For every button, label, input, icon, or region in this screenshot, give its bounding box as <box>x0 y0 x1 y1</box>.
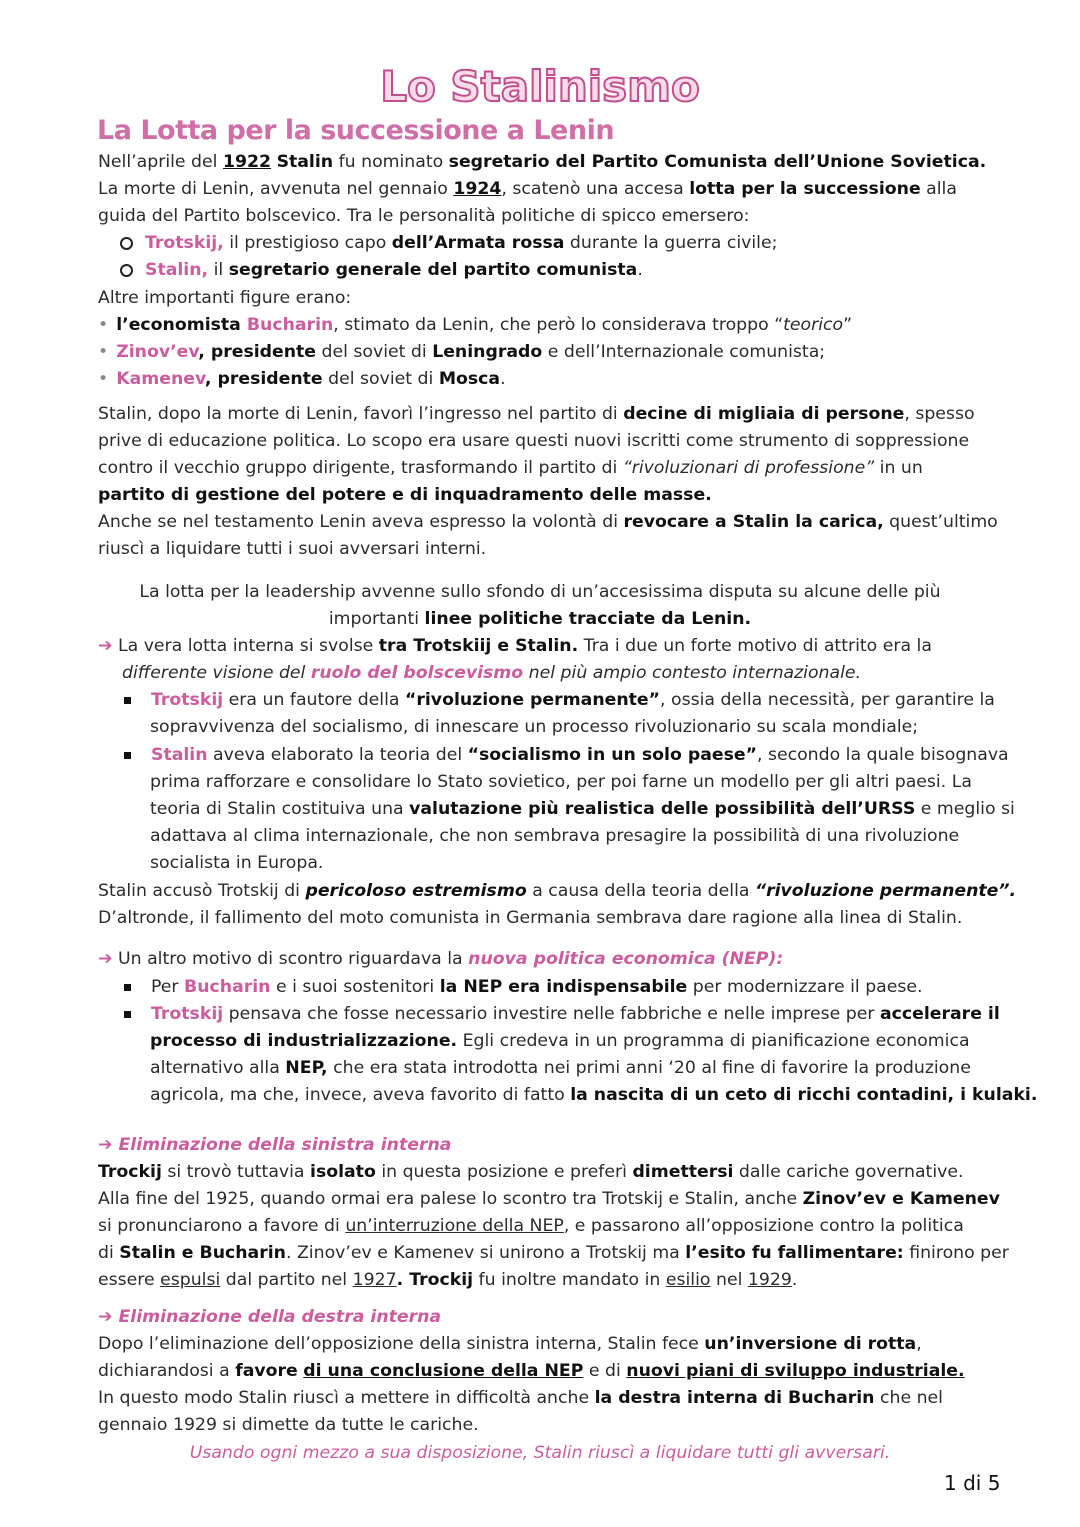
text: , ossia della necessità, per garantire la <box>660 690 995 710</box>
text: , spesso <box>904 404 975 424</box>
text-line: adattava al clima internazionale, che non sembrava presagire la possibilità di una rivoluzione <box>150 826 960 846</box>
list-item <box>120 260 643 280</box>
text: , presidente <box>198 342 317 362</box>
text: Zinov’ev e Kamenev <box>802 1189 1000 1209</box>
text: ” <box>843 315 853 335</box>
text: dell’Armata rossa <box>391 233 565 253</box>
text-line <box>98 179 957 199</box>
text: Kamenev <box>116 369 205 389</box>
text: . Zinov’ev e Kamenev si unirono a Trotskij ma <box>285 1243 686 1263</box>
text: La morte di Lenin, avvenuta nel gennaio <box>98 179 454 199</box>
text-line <box>150 1085 1037 1105</box>
text: dal partito nel <box>220 1270 353 1290</box>
text: , secondo la quale bisognava <box>756 745 1009 765</box>
text: differente visione del <box>122 663 311 683</box>
text: . <box>637 260 643 280</box>
text-line: Altre importanti figure erano: <box>98 288 352 308</box>
text: Tra i due un forte motivo di attrito era la <box>578 636 932 656</box>
text: In questo modo Stalin riuscì a mettere in difficoltà anche <box>98 1388 595 1408</box>
text: dimettersi <box>632 1162 734 1182</box>
text: si pronunciarono a favore di <box>98 1216 346 1236</box>
text: e di <box>583 1361 627 1381</box>
text: in questa posizione e preferì <box>375 1162 633 1182</box>
text: essere <box>98 1270 161 1290</box>
text: nel <box>710 1270 748 1290</box>
text-line <box>98 404 975 424</box>
text: di una conclusione della NEP <box>303 1361 584 1381</box>
text: Trockij <box>409 1270 474 1290</box>
square-bullet-icon <box>124 697 131 704</box>
text: e i suoi sostenitori <box>270 977 440 997</box>
text-line: riuscì a liquidare tutti i suoi avversari interni. <box>98 539 487 559</box>
year: 1922 <box>222 152 272 172</box>
text: Un altro motivo di scontro riguardava la <box>112 949 469 969</box>
text: del soviet di <box>322 369 439 389</box>
text: in un <box>874 458 923 478</box>
text-line: D’altronde, il fallimento del moto comunista in Germania sembrava dare ragione alla linea di Stalin. <box>98 908 963 928</box>
text-line <box>98 458 923 478</box>
list-item <box>98 342 825 362</box>
text: importanti <box>328 609 425 629</box>
text: La vera lotta interna si svolse <box>112 636 379 656</box>
text: nel più ampio contesto internazionale. <box>523 663 862 683</box>
text: . <box>396 1270 410 1290</box>
text: decine di migliaia di persone <box>623 404 905 424</box>
closing-line: Usando ogni mezzo a sua disposizione, Stalin riuscì a liquidare tutti gli avversari. <box>189 1443 891 1463</box>
list-item <box>124 745 1009 765</box>
text: teoria di Stalin costituiva una <box>150 799 410 819</box>
text-line: prive di educazione politica. Lo scopo era usare questi nuovi iscritti come strumento di soppressione <box>98 431 970 451</box>
text: di <box>98 1243 120 1263</box>
arrow-right-icon: ➔ <box>98 636 113 656</box>
text: revocare a Stalin la carica, <box>623 512 884 532</box>
text-line <box>98 1216 964 1236</box>
text: e dell’Internazionale comunista; <box>542 342 826 362</box>
text: ruolo del bolscevismo <box>310 663 524 683</box>
list-item <box>124 977 923 997</box>
text: , <box>916 1334 922 1354</box>
text: isolato <box>310 1162 376 1182</box>
text: del soviet di <box>316 342 433 362</box>
text: teorico <box>783 315 844 335</box>
text: valutazione più realistica delle possibilità dell’URSS <box>409 799 916 819</box>
text: per modernizzare il paese. <box>687 977 923 997</box>
text: espulsi <box>160 1270 221 1290</box>
text: segretario generale del partito comunista <box>228 260 638 280</box>
text: quest’ultimo <box>883 512 998 532</box>
text-line <box>98 1334 922 1354</box>
text-line: socialista in Europa. <box>150 853 324 873</box>
square-bullet-icon <box>124 1011 131 1018</box>
text: finirono per <box>903 1243 1009 1263</box>
text: l’esito fu fallimentare: <box>685 1243 904 1263</box>
text-line <box>150 799 1015 819</box>
text-line <box>98 1162 963 1182</box>
text: , e passarono all’opposizione contro la politica <box>563 1216 964 1236</box>
dot-bullet-icon: • <box>98 342 109 362</box>
text: Anche se nel testamento Lenin aveva espresso la volontà di <box>98 512 624 532</box>
text: l’economista <box>116 315 247 335</box>
text: Leningrado <box>432 342 543 362</box>
text: Trockij <box>98 1162 162 1182</box>
square-bullet-icon <box>124 752 131 759</box>
text-line <box>98 949 783 969</box>
text: Per <box>151 977 185 997</box>
list-item <box>98 315 852 335</box>
text: Dopo l’eliminazione dell’opposizione della sinistra interna, Stalin fece <box>98 1334 705 1354</box>
text: Mosca <box>438 369 501 389</box>
text-line: partito di gestione del potere e di inquadramento delle masse. <box>98 485 712 505</box>
text-line <box>98 1388 943 1408</box>
text: Trotskij <box>151 690 224 710</box>
text: Nell’aprile del <box>98 152 223 172</box>
text: pensava che fosse necessario investire nelle fabbriche e nelle imprese per <box>223 1004 880 1024</box>
text: contro il vecchio gruppo dirigente, trasformando il partito di <box>98 458 623 478</box>
text-line <box>98 1361 965 1381</box>
text-line <box>98 1189 1000 1209</box>
text: “rivoluzione permanente” <box>405 690 661 710</box>
text-line <box>98 636 932 656</box>
section-heading: La Lotta per la successione a Lenin <box>97 115 615 146</box>
text: “socialismo in un solo paese” <box>467 745 757 765</box>
text: favore <box>235 1361 298 1381</box>
text: che nel <box>874 1388 943 1408</box>
text: Zinov’ev <box>116 342 199 362</box>
text: 1927 <box>352 1270 397 1290</box>
text: dichiarandosi a <box>98 1361 236 1381</box>
text-line: sopravvivenza del socialismo, di innescare un processo rivoluzionario su scala mondiale; <box>150 717 919 737</box>
text: processo di industrializzazione. <box>150 1031 458 1051</box>
text-line: guida del Partito bolscevico. Tra le personalità politiche di spicco emersero: <box>98 206 750 226</box>
subsection-heading: ➔ Eliminazione della destra interna <box>98 1307 442 1327</box>
square-bullet-icon <box>124 984 131 991</box>
text: linee politiche tracciate da Lenin. <box>424 609 752 629</box>
circle-bullet-icon <box>120 237 133 250</box>
text: . <box>500 369 506 389</box>
text-line <box>150 1058 971 1078</box>
text: Stalin <box>151 745 208 765</box>
text-line <box>98 152 986 172</box>
text: il <box>208 260 229 280</box>
circle-bullet-icon <box>120 264 133 277</box>
text: nuovi piani di sviluppo industriale. <box>626 1361 965 1381</box>
text: 1929 <box>747 1270 792 1290</box>
text-line <box>150 1031 970 1051</box>
page-number: 1 di 5 <box>944 1471 1001 1495</box>
text-line <box>98 1243 1009 1263</box>
text-line <box>98 512 998 532</box>
text-line: prima rafforzare e consolidare lo Stato sovietico, per poi farne un modello per gli altri paesi. La <box>150 772 972 792</box>
text: lotta per la successione <box>689 179 921 199</box>
text: (NEP): <box>715 949 784 969</box>
text: “rivoluzione permanente”. <box>754 881 1017 901</box>
text: nuova politica economica <box>468 949 716 969</box>
text: NEP, <box>285 1058 328 1078</box>
text-line: gennaio 1929 si dimette da tutte le cariche. <box>98 1415 479 1435</box>
text: Egli credeva in un programma di pianificazione economica <box>457 1031 970 1051</box>
text: , presidente <box>204 369 323 389</box>
text: che era stata introdotta nei primi anni ‘20 al fine di favorire la produzione <box>327 1058 971 1078</box>
text: Stalin <box>276 152 334 172</box>
text-line <box>122 663 861 683</box>
text-line <box>98 1270 797 1290</box>
text: alternativo alla <box>150 1058 286 1078</box>
text: la nascita di un ceto di ricchi contadini, i kulaki. <box>570 1085 1038 1105</box>
text: Trotskij <box>151 1004 224 1024</box>
page-title: Lo Stalinismo <box>380 62 700 111</box>
centered-line: La lotta per la leadership avvenne sullo sfondo di un’accesissima disputa su alcune delle più <box>139 582 941 602</box>
year: 1924 <box>453 179 502 199</box>
text: , stimato da Lenin, che però lo considerava troppo “ <box>333 315 784 335</box>
text: . <box>791 1270 798 1290</box>
text: un’inversione di rotta <box>704 1334 917 1354</box>
text: tra Trotskiij e Stalin. <box>378 636 579 656</box>
text: Stalin, <box>145 260 209 280</box>
text: durante la guerra civile; <box>564 233 778 253</box>
text: si trovò tuttavia <box>161 1162 311 1182</box>
list-item <box>124 690 995 710</box>
text: fu inoltre mandato in <box>473 1270 666 1290</box>
text: la destra interna di Bucharin <box>594 1388 875 1408</box>
text: Bucharin <box>246 315 334 335</box>
list-item <box>98 369 506 389</box>
text: pericoloso estremismo <box>305 881 527 901</box>
text: a causa della teoria della <box>526 881 755 901</box>
text: Alla fine del 1925, quando ormai era palese lo scontro tra Trotskij e Stalin, anche <box>98 1189 803 1209</box>
text: , scatenò una accesa <box>501 179 690 199</box>
text-line <box>98 881 1016 901</box>
text: aveva elaborato la teoria del <box>207 745 468 765</box>
text: Stalin, dopo la morte di Lenin, favorì l’ingresso nel partito di <box>98 404 624 424</box>
text: era un fautore della <box>223 690 405 710</box>
text: fu nominato <box>333 152 449 172</box>
list-item <box>124 1004 1000 1024</box>
text: segretario del Partito Comunista dell’Unione Sovietica. <box>448 152 987 172</box>
list-item <box>120 233 777 253</box>
dot-bullet-icon: • <box>98 315 109 335</box>
text: Trotskij, <box>145 233 224 253</box>
text: alla <box>920 179 957 199</box>
text: Stalin e Bucharin <box>119 1243 286 1263</box>
text: dalle cariche governative. <box>733 1162 964 1182</box>
arrow-right-icon: ➔ <box>98 949 113 969</box>
text: Bucharin <box>184 977 271 997</box>
subsection-heading: ➔ Eliminazione della sinistra interna <box>98 1135 452 1155</box>
text: agricola, ma che, invece, aveva favorito di fatto <box>150 1085 571 1105</box>
text: “rivoluzionari di professione” <box>622 458 875 478</box>
text: la NEP era indispensabile <box>439 977 688 997</box>
text: e meglio si <box>915 799 1015 819</box>
text: Stalin accusò Trotskij di <box>98 881 306 901</box>
text: esilio <box>665 1270 711 1290</box>
text: il prestigioso capo <box>223 233 392 253</box>
dot-bullet-icon: • <box>98 369 109 389</box>
centered-line <box>0 609 1080 629</box>
text: accelerare il <box>879 1004 1000 1024</box>
text: un’interruzione della NEP <box>345 1216 564 1236</box>
